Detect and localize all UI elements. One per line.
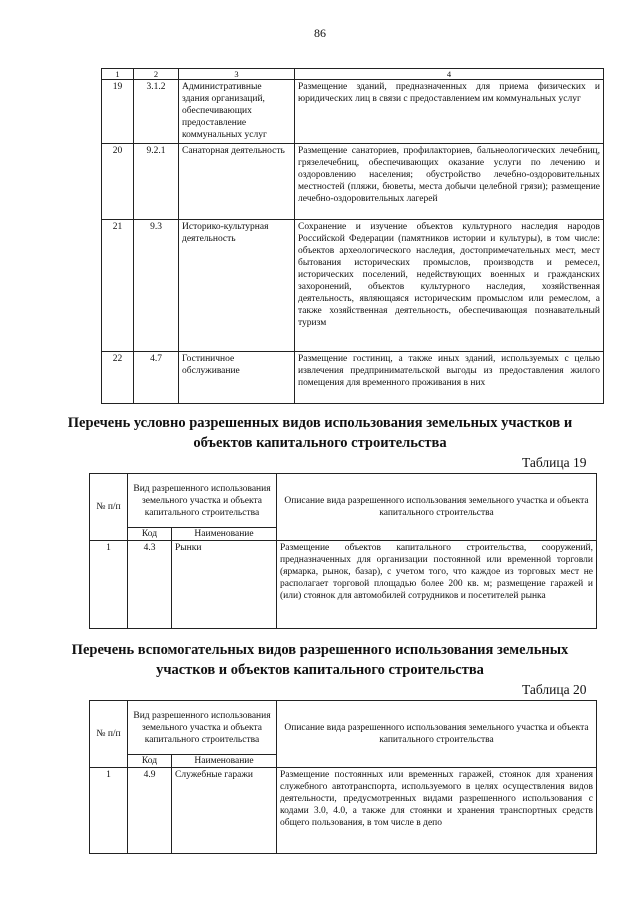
header-use-type: Вид разрешенного использования земельного участка и объекта капитального строительства <box>128 474 277 528</box>
col-1-number: 1 <box>102 69 134 80</box>
land-use-table-continued <box>101 68 604 404</box>
page-number: 86 <box>314 26 326 40</box>
row-description: Размещение санаториев, профилакториев, бальнеологических лечебниц, грязелечебниц, обеспечивающих оказание услуги по лечению и оздоровлению населения; обустройство лечебно-оздоровительных местностей (пляжи, бюветы, места добычи целебной грязи); размещение лечебно-оздоровительных лагерей <box>295 144 604 220</box>
col-3-number: 3 <box>179 69 295 80</box>
row-number: 1 <box>90 768 128 854</box>
header-name: Наименование <box>172 528 277 541</box>
row-name: Административные здания организаций, обеспечивающих предоставление коммунальных услуг <box>179 80 295 144</box>
col-2-number: 2 <box>134 69 179 80</box>
header-name: Наименование <box>172 755 277 768</box>
auxiliary-use-table <box>89 700 597 854</box>
row-description: Размещение постоянных или временных гаражей, стоянок для хранения служебного автотранспорта, используемого в целях осуществления видов деятельности, предусмотренных видами разрешенного использования с кодами 3.0, 4.0, а также для стоянки и хранения транспортных средств общего пользования, в том числе в депо <box>277 768 597 854</box>
section-heading-conditional: Перечень условно разрешенных видов использования земельных участков и объектов капитального строительства <box>67 415 573 451</box>
table-caption-19: Таблица 19 <box>522 455 587 470</box>
table-row <box>90 541 597 629</box>
row-number: 22 <box>102 352 134 404</box>
row-code: 3.1.2 <box>134 80 179 144</box>
header-description: Описание вида разрешенного использования земельного участка и объекта капитального строительства <box>277 474 597 541</box>
row-name: Служебные гаражи <box>172 768 277 854</box>
table-caption-20: Таблица 20 <box>522 682 587 697</box>
row-number: 20 <box>102 144 134 220</box>
row-code: 4.3 <box>128 541 172 629</box>
row-code: 4.9 <box>128 768 172 854</box>
table-header-row <box>90 474 597 528</box>
table-row <box>102 80 604 144</box>
row-number: 1 <box>90 541 128 629</box>
header-use-type: Вид разрешенного использования земельного участка и объекта капитального строительства <box>128 701 277 755</box>
col-4-number: 4 <box>295 69 604 80</box>
table-row <box>90 768 597 854</box>
conditional-use-table <box>89 473 597 629</box>
header-code: Код <box>128 755 172 768</box>
row-name: Рынки <box>172 541 277 629</box>
table-row <box>102 220 604 352</box>
row-description: Размещение гостиниц, а также иных зданий, используемых с целью извлечения предпринимательской выгоды из предоставления жилого помещения для временного проживания в них <box>295 352 604 404</box>
header-number: № п/п <box>90 474 128 541</box>
row-name: Санаторная деятельность <box>179 144 295 220</box>
table-row <box>102 144 604 220</box>
header-number: № п/п <box>90 701 128 768</box>
row-name: Историко-культурная деятельность <box>179 220 295 352</box>
row-description: Размещение объектов капитального строительства, сооружений, предназначенных для организации постоянной или временной торговли (ярмарка, рынок, базар), с учетом того, что каждое из торговых мест не располагает торговой площадью более 200 кв. м; размещение гаражей и (или) стоянок для автомобилей сотрудников и посетителей рынка <box>277 541 597 629</box>
table-header-row <box>90 701 597 755</box>
row-description: Размещение зданий, предназначенных для приема физических и юридических лиц в связи с предоставлением им коммунальных услуг <box>295 80 604 144</box>
header-code: Код <box>128 528 172 541</box>
row-code: 9.2.1 <box>134 144 179 220</box>
row-number: 21 <box>102 220 134 352</box>
row-description: Сохранение и изучение объектов культурного наследия народов Российской Федерации (памятников истории и культуры), в том числе: объектов археологического наследия, достопримечательных мест, мест бытования исторических промыслов, производств и ремесел, исторических поселений, недействующих военных и гражданских захоронений, объектов культурного наследия, хозяйственная деятельность, являющаяся историческим промыслом или ремеслом, а также хозяйственная деятельность, обеспечивающая познавательный туризм <box>295 220 604 352</box>
header-description: Описание вида разрешенного использования земельного участка и объекта капитального строительства <box>277 701 597 768</box>
row-name: Гостиничное обслуживание <box>179 352 295 404</box>
row-code: 9.3 <box>134 220 179 352</box>
row-code: 4.7 <box>134 352 179 404</box>
column-number-row <box>102 69 604 80</box>
section-heading-auxiliary: Перечень вспомогательных видов разрешенного использования земельных участков и объектов капитального строительства <box>71 642 569 678</box>
table-row <box>102 352 604 404</box>
row-number: 19 <box>102 80 134 144</box>
